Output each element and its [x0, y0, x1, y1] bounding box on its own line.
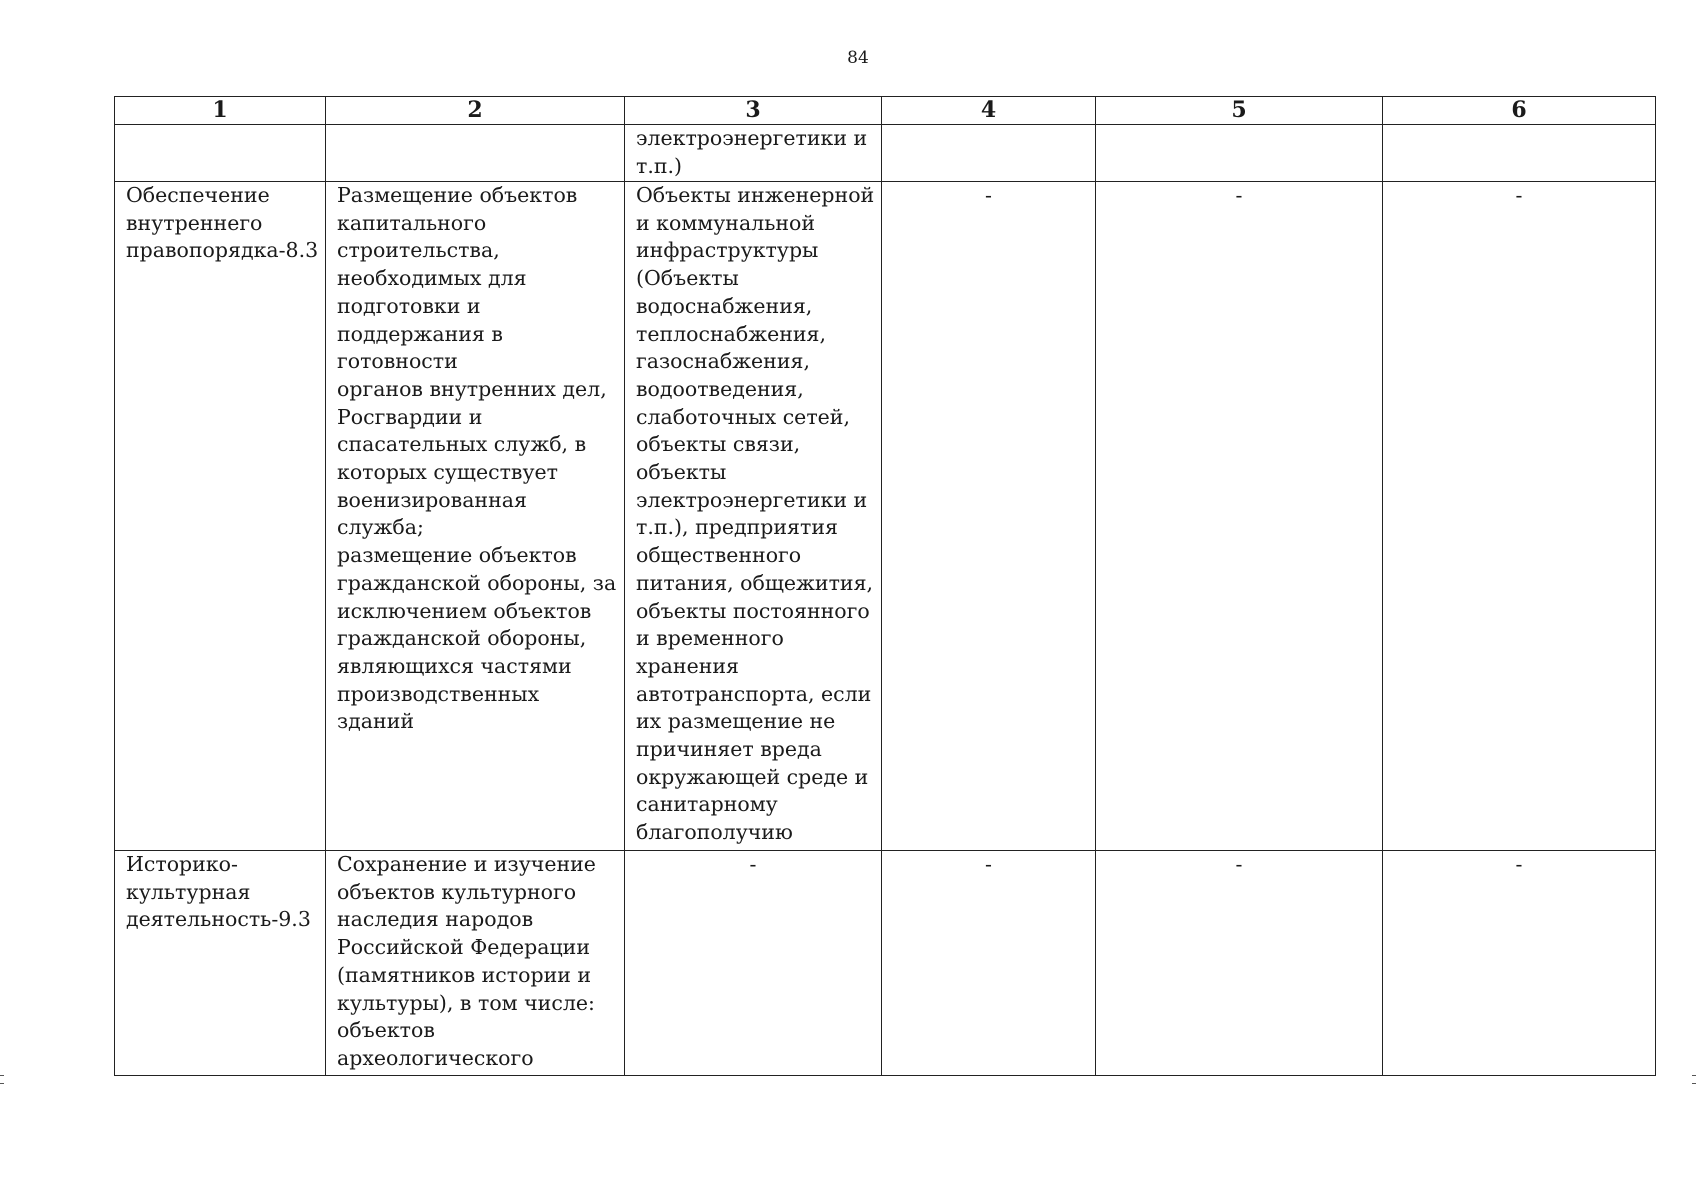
table-cell-col4: - — [882, 182, 1096, 851]
column-header-6: 6 — [1383, 97, 1656, 125]
table-cell-col6: - — [1383, 182, 1656, 851]
table-header-row — [115, 97, 1656, 125]
table-cell-col5: - — [1096, 182, 1383, 851]
table-row — [115, 125, 1656, 182]
table-row — [115, 182, 1656, 851]
table-row — [115, 851, 1656, 1076]
table-cell-description: Сохранение и изучение объектов культурного наследия народов Российской Федерации (памятников истории и культуры), в том числе: объектов археологического — [326, 851, 625, 1076]
table-cell-auxiliary-uses: электроэнергетики и т.п.) — [625, 125, 882, 182]
table-cell-auxiliary-uses: Объекты инженерной и коммунальной инфраструктуры (Объекты водоснабжения, теплоснабжения, газоснабжения, водоотведения, слаботочных сетей, объекты связи, объекты электроэнергетики и т.п.), предприятия общественного питания, общежития, объекты постоянного и временного хранения автотранспорта, если их размещение не причиняет вреда окружающей среде и санитарному благополучию — [625, 182, 882, 851]
table-cell-col4 — [882, 125, 1096, 182]
column-header-5: 5 — [1096, 97, 1383, 125]
column-header-1: 1 — [115, 97, 326, 125]
table-cell-use-type: Историко- культурная деятельность-9.3 — [115, 851, 326, 1076]
table-cell-col6: - — [1383, 851, 1656, 1076]
table-cell-col5: - — [1096, 851, 1383, 1076]
column-header-2: 2 — [326, 97, 625, 125]
table-cell-description — [326, 125, 625, 182]
left-margin-mark — [0, 1075, 4, 1076]
column-header-3: 3 — [625, 97, 882, 125]
zoning-table — [114, 96, 1656, 1076]
column-header-4: 4 — [882, 97, 1096, 125]
right-margin-mark — [1692, 1083, 1696, 1084]
right-margin-mark — [1692, 1075, 1696, 1076]
table-cell-use-type: Обеспечение внутреннего правопорядка-8.3 — [115, 182, 326, 851]
table-cell-use-type — [115, 125, 326, 182]
table-cell-col6 — [1383, 125, 1656, 182]
table-cell-description: Размещение объектов капитального строительства, необходимых для подготовки и поддержания в готовности органов внутренних дел, Росгвардии и спасательных служб, в которых существует военизированная служба; размещение объектов гражданской обороны, за исключением объектов гражданской обороны, являющихся частями производственных зданий — [326, 182, 625, 851]
left-margin-mark — [0, 1083, 4, 1084]
table-cell-auxiliary-uses: - — [625, 851, 882, 1076]
table-cell-col4: - — [882, 851, 1096, 1076]
page-number: 84 — [847, 48, 869, 68]
table-cell-col5 — [1096, 125, 1383, 182]
